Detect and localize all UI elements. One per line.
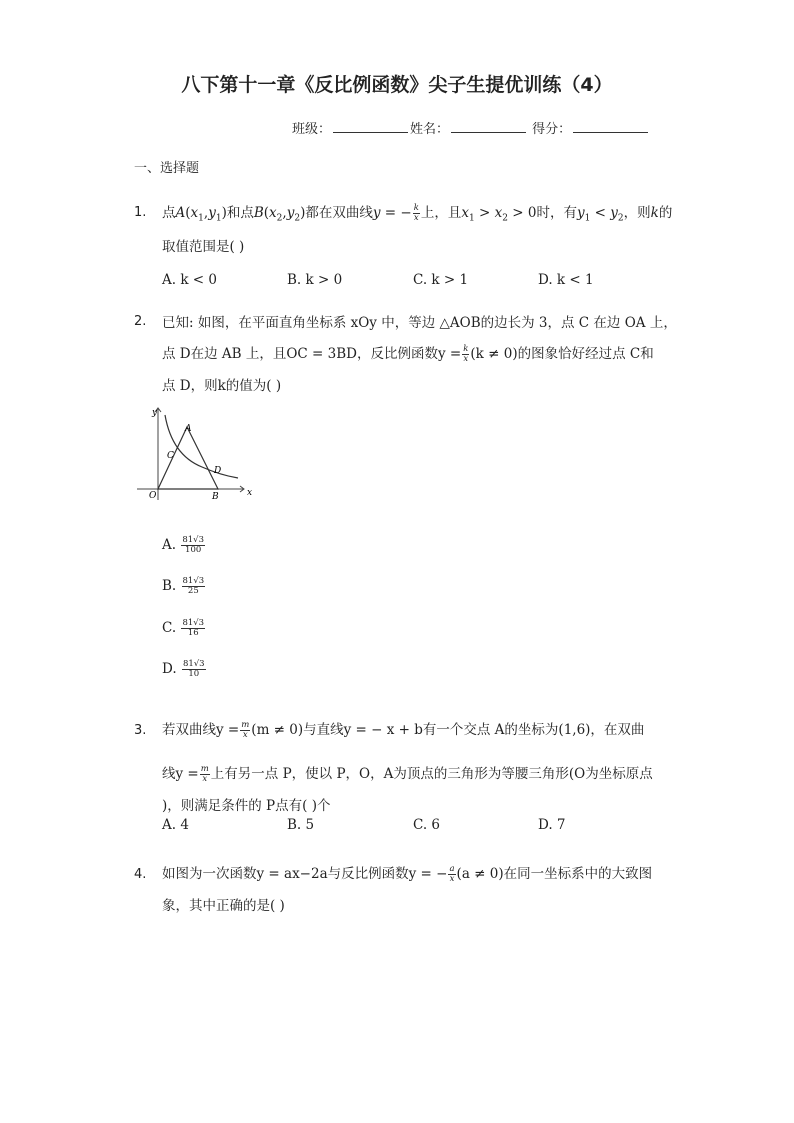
q1-text: 时，有 [536, 205, 577, 221]
q1-option-b[interactable]: B. k > 0 [287, 272, 343, 288]
q2-option-d[interactable] [162, 660, 207, 679]
option-fraction [181, 536, 205, 555]
class-blank[interactable] [333, 120, 408, 133]
point-c-label: C [167, 451, 174, 461]
q1-option-c[interactable]: C. k > 1 [413, 272, 469, 288]
q3-option-c[interactable]: C. 6 [413, 817, 441, 833]
class-label: 班级： [292, 122, 332, 137]
q2-figure [132, 403, 252, 503]
q3-text: 上有另一点 P，使以 P，O，A为顶点的三角形为等腰三角形(O为坐标原点 [210, 766, 653, 782]
fraction-denominator: 10 [188, 669, 200, 679]
option-label: B. [162, 578, 177, 594]
q1-text: 点 [162, 205, 176, 221]
score-blank[interactable] [573, 120, 648, 133]
q3-text: 线y = [162, 766, 199, 782]
q1-option-d[interactable]: D. k < 1 [538, 272, 594, 288]
q1-text: 的 [658, 205, 673, 221]
q2-line1: 已知: 如图，在平面直角坐标系 xOy 中，等边 △AOB的边长为 3，点 C 在边 OA 上， [162, 315, 677, 331]
q4-text: (a ≠ 0)在同一坐标系中的大致图 [456, 866, 653, 882]
fraction-numerator: 81√3 [182, 618, 205, 628]
q3-text: 若双曲线y = [162, 722, 240, 738]
q2-line3: 点 D，则k的值为( ) [162, 378, 282, 394]
q2-number: 2. [134, 314, 147, 329]
q1-line2: 取值范围是( ) [162, 239, 245, 255]
fraction-denominator: 100 [185, 545, 202, 555]
score-label: 得分： [532, 122, 572, 137]
point-d-label: D [214, 466, 222, 476]
option-fraction [182, 660, 206, 679]
q3-text: (m ≠ 0)与直线y = − x + b有一个交点 A的坐标为(1,6)，在双曲 [251, 722, 645, 738]
q4-number: 4. [134, 867, 147, 882]
q3-fraction: $\frac{m}{x}$ [200, 764, 209, 784]
q3-option-b[interactable]: B. 5 [287, 817, 315, 833]
q2-option-a[interactable] [162, 536, 206, 555]
q2-option-c[interactable] [162, 619, 206, 638]
x-label: x [247, 488, 252, 498]
q3-fraction: $\frac{m}{x}$ [241, 720, 250, 740]
fraction-numerator: 81√3 [182, 535, 204, 545]
option-label: D. [162, 661, 177, 677]
option-fraction [182, 577, 206, 596]
q4-line1 [162, 862, 652, 884]
option-label: A. [162, 537, 177, 553]
q4-fraction: $\frac{a}{x}$ [449, 864, 455, 884]
q1-text: 都在双曲线 [305, 205, 373, 221]
option-label: C. [162, 620, 177, 636]
q2-option-b[interactable] [162, 577, 206, 596]
q2-fraction: $\frac{k}{x}$ [463, 344, 469, 364]
page-title: 八下第十一章《反比例函数》尖子生提优训练（4） [181, 74, 613, 96]
q3-option-d[interactable]: D. 7 [538, 817, 566, 833]
origin-label: O [149, 491, 157, 501]
name-blank[interactable] [451, 120, 526, 133]
q4-line2: 象，其中正确的是( ) [162, 898, 285, 914]
hyperbola-curve [165, 415, 238, 478]
section-title: 一、选择题 [134, 161, 200, 176]
q2-text: (k ≠ 0)的图象恰好经过点 C和 [470, 346, 654, 362]
y-label: y [152, 408, 158, 418]
q1-text: 上，且 [420, 205, 462, 221]
q3-number: 3. [134, 723, 147, 738]
fraction-numerator: 81√3 [182, 659, 205, 669]
q1-fraction: $\frac{k}{x}$ [413, 203, 419, 223]
q3-line2 [162, 762, 653, 784]
point-b-label: B [212, 492, 219, 502]
fraction-denominator: 16 [187, 628, 199, 638]
q2-text: 点 D在边 AB 上，且OC = 3BD，反比例函数y = [162, 346, 462, 362]
fraction-numerator: 81√3 [182, 576, 205, 586]
q3-line1 [162, 718, 644, 740]
q1-option-a[interactable]: A. k < 0 [162, 272, 217, 288]
q4-text: 如图为一次函数y = ax−2a与反比例函数y = − [162, 866, 448, 882]
q3-line3: )，则满足条件的 P点有( )个 [162, 798, 331, 814]
q1-line1: 点$A(x_1,y_1)$和点$B(x_2,y_2)$都在双曲线y = − $\frac{k}{x}$ 上，且$x_1 > x_2 > 0$时，有$y_1 < y_2$，则k的 [162, 203, 673, 224]
fraction-denominator: 25 [187, 586, 199, 596]
point-a-label: A [185, 424, 192, 434]
name-label: 姓名： [410, 122, 450, 137]
student-info-line [292, 118, 650, 137]
q2-line2 [162, 342, 654, 364]
q1-number: 1. [134, 205, 147, 220]
q1-text: ，则 [623, 205, 651, 221]
option-fraction [181, 619, 205, 638]
q3-option-a[interactable]: A. 4 [162, 817, 189, 833]
